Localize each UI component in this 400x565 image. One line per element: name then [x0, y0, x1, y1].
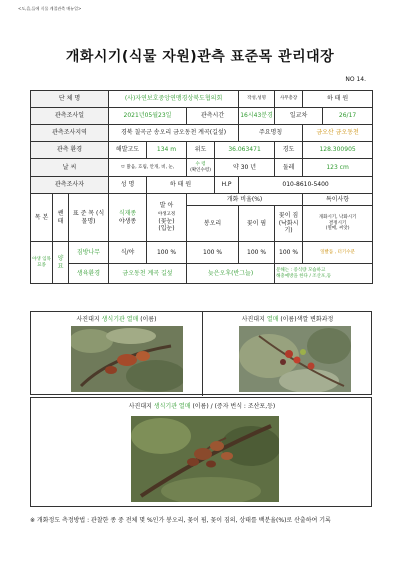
photo-fruit-closeup [71, 326, 183, 392]
officer-name: 하 태 원 [303, 91, 373, 108]
record-plant: 짐방나무 [69, 242, 109, 264]
time-value: 16시43분경 [239, 108, 275, 125]
photo-section-bottom [30, 397, 372, 507]
girth-label: 둘레 [275, 159, 303, 177]
location-value: 경북 칠곡군 송오리 금오동천 계곡(길섶) [109, 125, 239, 142]
col-sprout [147, 194, 187, 242]
temp-diff-value: 26/17 [323, 108, 373, 125]
environment-label: 관측 환경 [31, 142, 109, 159]
tree-age-title: 수 령 [195, 161, 206, 167]
bloom-bud-label: 봉오리 [187, 206, 239, 242]
latitude-label: 위도 [187, 142, 215, 159]
cultivated-label: 식재종 [118, 210, 137, 217]
altitude-label: 해발고도 [109, 142, 147, 159]
notes-desc [303, 206, 373, 242]
record2-note [275, 264, 373, 284]
photo1-value: 생식기관 열매 [101, 316, 139, 323]
tree-age-value: 약 30 년 [215, 159, 275, 177]
record2-note-line2: 해충예방을 한다 / 조산포,등 [276, 273, 332, 279]
temp-diff-label: 일교차 [275, 108, 323, 125]
sprout-sub: 야생고정 [157, 211, 176, 217]
col-mokbon: 목 본 [31, 194, 53, 242]
photo3-suffix: (이름) / (증자 번식 : 조산포,등) [192, 403, 276, 410]
photo2-value: 열매 [266, 316, 279, 323]
wild-label: 야생종 [118, 217, 137, 225]
observer-label: 관측조사자 [31, 177, 109, 194]
photo-fruit-color-image [239, 326, 351, 392]
leaf-bud-label: (입눈) [158, 225, 175, 233]
photo1-title [31, 314, 202, 323]
photo2-suffix: (이름)색깔 변화과정 [280, 316, 334, 323]
page-title: 개화시기(식물 자원)관측 표준목 관리대장 [65, 49, 335, 65]
col-type: 쌘 태 [53, 194, 69, 242]
longitude-label: 경도 [275, 142, 303, 159]
main-name-value: 금오산 금오동천 [303, 125, 373, 142]
record-v2: 100 % [187, 242, 239, 264]
duty-label: 작성,성명 [239, 91, 275, 108]
env-label: 생육환경 [69, 264, 109, 284]
weather-label: 날 씨 [31, 159, 109, 177]
girth-value: 123 cm [303, 159, 373, 177]
footnote: ※ 개화정도 측정방법 : 관찰한 종 중 전체 몇 %인가 봉오리, 꽃이 핌, 꽃이 짐의, 상태를 백분율(%)로 산출하여 기록 [30, 517, 331, 524]
env-value: 금오동천 계곡 길섶 [109, 264, 187, 284]
record-v4: 100 % [275, 242, 303, 264]
photo1-label: 사진대지 [76, 316, 100, 323]
record-type: 양 묘 [53, 242, 69, 284]
location-label: 관측조사지역 [31, 125, 109, 142]
phone-value: 010-8610-5400 [239, 177, 373, 194]
time-label: 관측시간 [187, 108, 239, 125]
sprout-label: 발 아 [159, 202, 174, 210]
photo3-label: 사진대지 [128, 403, 152, 410]
officer-title: 사무총장 [275, 91, 303, 108]
bloom-fall-title: 꽃이 짐 [278, 212, 299, 220]
col-kind [109, 194, 147, 242]
record2-note-line1: 문해는 : 증식량 모습하고 [276, 267, 326, 273]
photo-fruit-color [239, 326, 351, 392]
notes-line-c: (열매, 씨앗) [325, 226, 350, 232]
photo3-value: 생식기관 열매 [153, 403, 191, 410]
col-plant-name: 표 준 목 (식물명) [69, 194, 109, 242]
observer-name-label: 성 명 [109, 177, 147, 194]
longitude-value: 128.300905 [303, 142, 373, 159]
sun-value: 늦은오후(반그늘) [187, 264, 275, 284]
phone-label: H.P [215, 177, 239, 194]
photo2-label: 사진대지 [241, 316, 265, 323]
main-name-label: 주요명칭 [239, 125, 303, 142]
photo2-title [202, 314, 373, 323]
record-side-label: 야생 임목 묘종 [31, 242, 53, 284]
notes-line-a: 개화시기, 낙화시기 [318, 215, 357, 221]
date-label: 관측조사일 [31, 108, 109, 125]
photo-fruit-closeup-image [71, 326, 183, 392]
notes-line-b: 결정시기 [328, 220, 347, 226]
bloom-header: 개화 비율(%) [187, 194, 303, 206]
record-number: NO 14. [345, 76, 366, 83]
record-kind: 식/야 [109, 242, 147, 264]
observer-name: 하 태 원 [147, 177, 215, 194]
photo-fruit-cluster-image [131, 416, 279, 502]
photo3-title [31, 401, 373, 410]
latitude-value: 36.063471 [215, 142, 275, 159]
record-note: 잎빨돔 , 터기수분 [303, 242, 373, 264]
tree-age-label [187, 159, 215, 177]
bloom-fall-sub: (낙화시기) [278, 219, 299, 235]
flower-bud-label: (꽃눈) [158, 217, 175, 225]
page-caption: <도,읍,들에 식물 계절관측 매뉴얼> [18, 6, 82, 11]
record-v1: 100 % [147, 242, 187, 264]
record-table [30, 90, 373, 284]
bloom-open-label: 꽃이 핌 [239, 206, 275, 242]
weather-value: ㅁ 맑음, 흐림, 안개, 비, 눈, [109, 159, 187, 177]
record-v3: 100 % [239, 242, 275, 264]
tree-age-sub: (확인수령) [190, 167, 211, 173]
bloom-fall-label [275, 206, 303, 242]
photo1-suffix: (이름) [140, 316, 157, 323]
date-value: 2021년05월23일 [109, 108, 187, 125]
altitude-value: 134 m [147, 142, 187, 159]
org-name: (사)자연보호중앙연맹경상북도협의회 [109, 91, 239, 108]
org-label: 단 체 명 [31, 91, 109, 108]
notes-header: 특이사항 [303, 194, 373, 206]
photo-section-top [30, 311, 372, 395]
photo-fruit-cluster [131, 416, 279, 502]
